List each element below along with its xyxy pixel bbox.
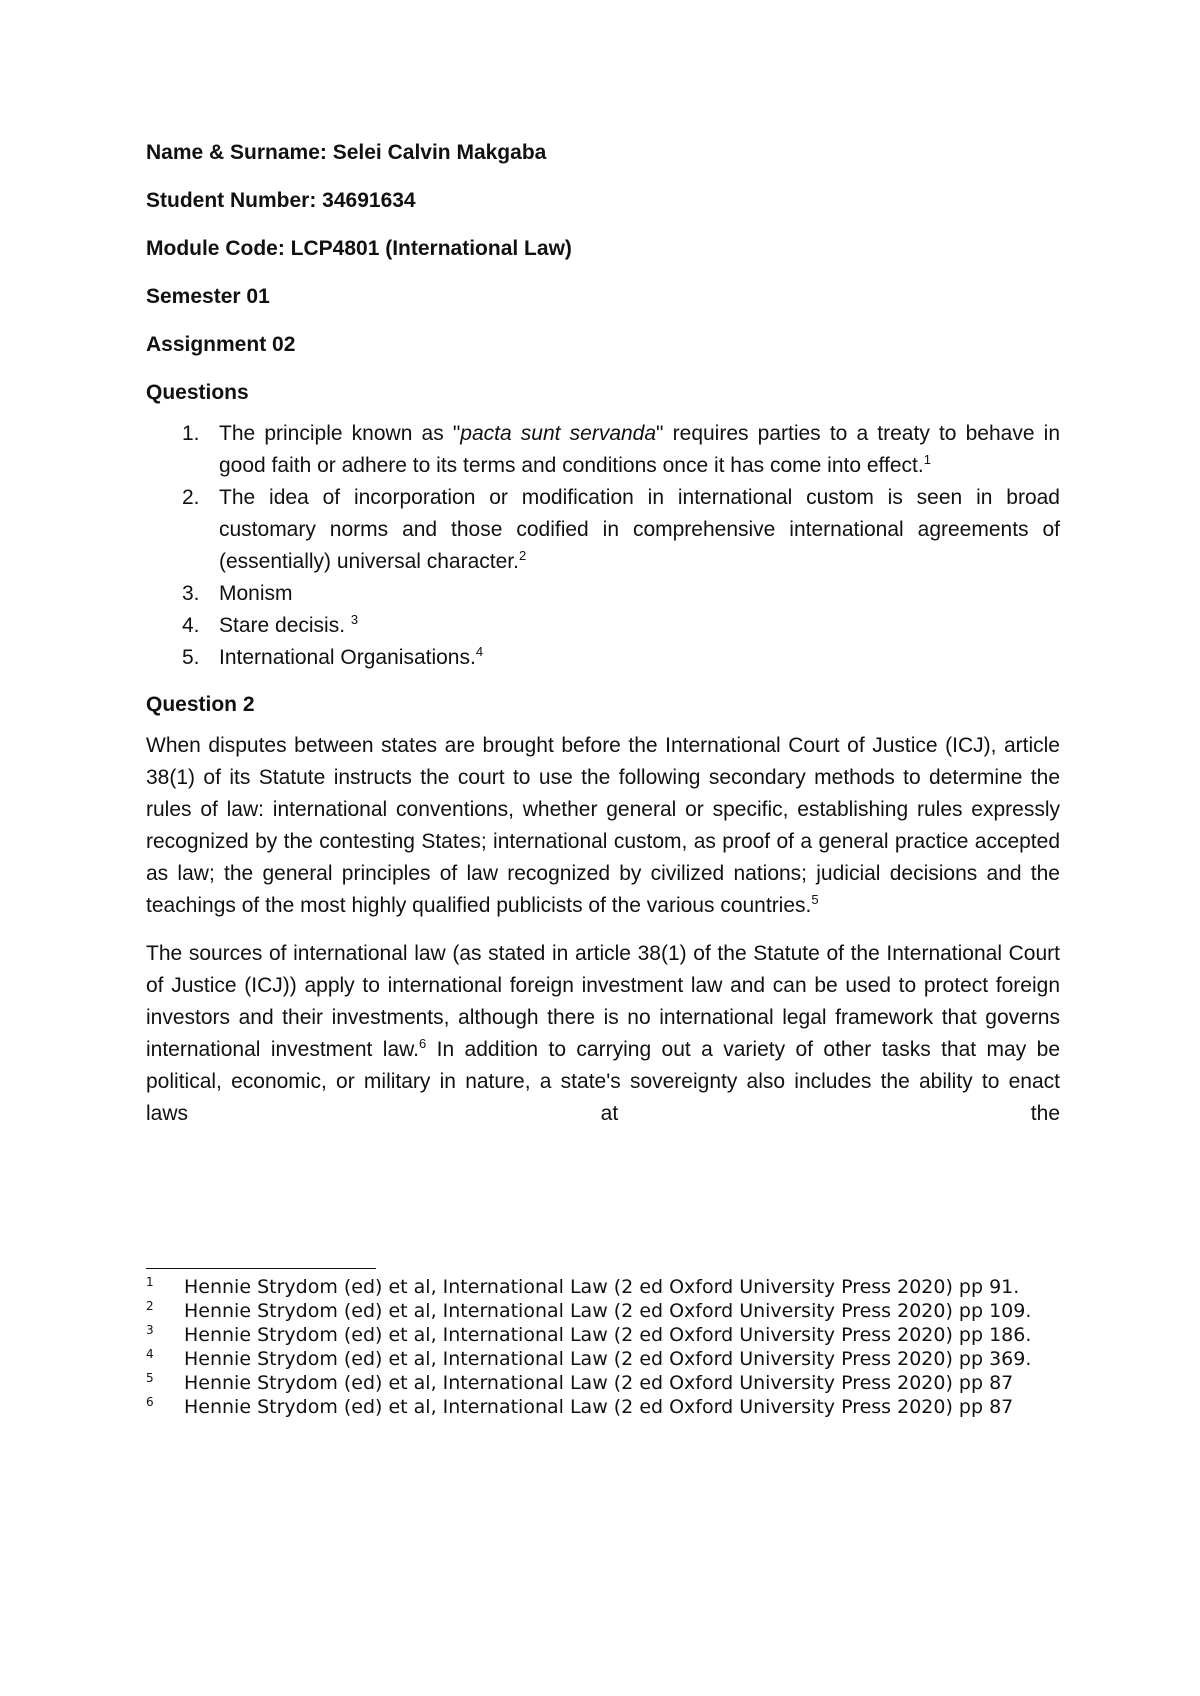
footnote-text: Hennie Strydom (ed) et al, International Law (2 ed Oxford University Press 2020) pp 109. xyxy=(184,1300,1032,1322)
footnote-reference[interactable]: 5 xyxy=(811,892,819,907)
list-number: 4. xyxy=(182,614,200,637)
module-code-value: LCP4801 (International Law) xyxy=(290,237,572,260)
list-text: The principle known as " xyxy=(219,422,461,445)
paragraph-text: The sources of international law (as stated in article 38(1) of the Statute of the International Court of Justice (ICJ)) apply to international foreign investment law and can be used to protect foreign investors and their investments, although there is no international legal framework that governs international investment law. xyxy=(146,942,1060,1061)
list-number: 3. xyxy=(182,582,200,605)
footnote-text: Hennie Strydom (ed) et al, International Law (2 ed Oxford University Press 2020) pp 369. xyxy=(184,1348,1032,1370)
list-text: " requires parties to a treaty to behave in good faith or adhere to its terms and conditions once it has come into effect. xyxy=(219,422,1060,477)
list-text: Stare decisis. xyxy=(219,614,351,637)
list-italic-term: pacta sunt servanda xyxy=(460,422,657,445)
list-number: 1. xyxy=(182,422,200,445)
student-number-line xyxy=(146,188,1060,214)
list-item xyxy=(146,610,1060,642)
module-code-line xyxy=(146,236,1060,262)
footnote-text: Hennie Strydom (ed) et al, International Law (2 ed Oxford University Press 2020) pp 91. xyxy=(184,1276,1020,1298)
list-text: The idea of incorporation or modification in international custom is seen in broad customary norms and those codified in comprehensive international agreements of (essentially) universal character. xyxy=(219,486,1060,573)
footnote-item: 5 Hennie Strydom (ed) et al, International Law (2 ed Oxford University Press 2020) pp 87 xyxy=(146,1370,1014,1394)
list-item xyxy=(146,642,1060,674)
footnote-item: 2 Hennie Strydom (ed) et al, International Law (2 ed Oxford University Press 2020) pp 109. xyxy=(146,1298,1032,1322)
question-2-heading: Question 2 xyxy=(146,693,255,716)
module-code-label: Module Code: xyxy=(146,237,285,260)
list-number: 2. xyxy=(182,486,200,509)
questions-list xyxy=(146,418,1060,674)
footnote-text: Hennie Strydom (ed) et al, International Law (2 ed Oxford University Press 2020) pp 87 xyxy=(184,1372,1014,1394)
paragraph-text: In addition to carrying out a variety of other tasks that may be political, economic, or military in nature, a state's sovereignty also includes the ability to enact laws at the xyxy=(146,1038,1060,1125)
footnotes xyxy=(146,1276,1060,1420)
list-item xyxy=(146,578,1060,610)
footnote-item: 6 Hennie Strydom (ed) et al, International Law (2 ed Oxford University Press 2020) pp 87 xyxy=(146,1394,1014,1418)
list-text: International Organisations. xyxy=(219,646,476,669)
footnote-text: Hennie Strydom (ed) et al, International Law (2 ed Oxford University Press 2020) pp 87 xyxy=(184,1396,1014,1418)
name-line xyxy=(146,140,1060,166)
list-number: 5. xyxy=(182,646,200,669)
body-paragraph-2 xyxy=(146,938,1060,1130)
semester-line: Semester 01 xyxy=(146,285,270,308)
paragraph-text: When disputes between states are brought before the International Court of Justice (ICJ), article 38(1) of its Statute instructs the court to use the following secondary methods to determine the rules of law: international conventions, whether general or specific, establishing rules expressly recognized by the contesting States; international custom, as proof of a general practice accepted as law; the general principles of law recognized by civilized nations; judicial decisions and the teachings of the most highly qualified publicists of the various countries. xyxy=(146,734,1060,917)
body-paragraph-1 xyxy=(146,730,1060,922)
footnote-reference[interactable]: 2 xyxy=(518,548,527,563)
list-item xyxy=(146,482,1060,578)
footnote-reference[interactable]: 4 xyxy=(475,644,484,659)
list-item xyxy=(146,418,1060,482)
assignment-line: Assignment 02 xyxy=(146,333,296,356)
footnote-text: Hennie Strydom (ed) et al, International Law (2 ed Oxford University Press 2020) pp 186. xyxy=(184,1324,1032,1346)
footnote-reference[interactable]: 3 xyxy=(350,612,359,627)
questions-heading: Questions xyxy=(146,381,249,404)
name-label: Name & Surname: xyxy=(146,141,327,164)
name-value: Selei Calvin Makgaba xyxy=(332,141,547,164)
footnote-item: 3 Hennie Strydom (ed) et al, International Law (2 ed Oxford University Press 2020) pp 186. xyxy=(146,1322,1032,1346)
footnote-item: 4 Hennie Strydom (ed) et al, International Law (2 ed Oxford University Press 2020) pp 369. xyxy=(146,1346,1032,1370)
document-page xyxy=(146,140,1060,1146)
footnote-separator xyxy=(146,1268,376,1269)
list-text: Monism xyxy=(219,582,293,605)
student-number-label: Student Number: xyxy=(146,189,317,212)
footnote-reference[interactable]: 6 xyxy=(418,1036,427,1051)
footnote-reference[interactable]: 1 xyxy=(923,452,931,467)
footnote-item: 1 Hennie Strydom (ed) et al, International Law (2 ed Oxford University Press 2020) pp 91. xyxy=(146,1274,1020,1298)
student-number-value: 34691634 xyxy=(322,189,416,212)
